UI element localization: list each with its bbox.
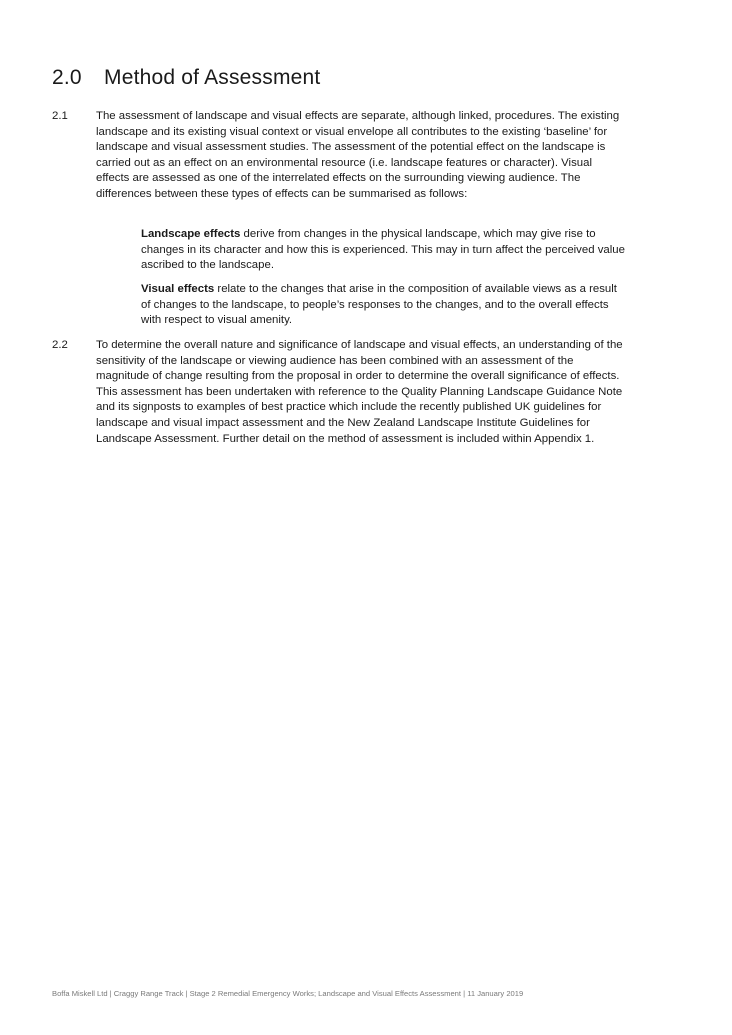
paragraph-2-2 (52, 338, 627, 447)
section-number: 2.0 (52, 66, 82, 90)
definition-text: relate to the changes that arise in the composition of available views as a result of changes to the landscape, to people’s responses to the changes, and to the overall effects with respect to visual amenity. (141, 283, 617, 327)
definition-term: Landscape effects (141, 228, 241, 240)
definition-text: derive from changes in the physical landscape, which may give rise to changes in its character and how this is experienced. This may in turn affect the perceived value ascribed to the landscape. (141, 228, 625, 272)
paragraph-text: The assessment of landscape and visual effects are separate, although linked, procedures. The existing landscape and its existing visual context or visual envelope all contributes to the existing ‘baseline’ for landscape and visual assessment studies. The assessment of the potential effect on the landscape is carried out as an effect on an environmental resource (i.e. landscape features or character). Visual effects are assessed as one of the interrelated effects on the surrounding viewing audience. The differences between these types of effects can be summarised as follows: (96, 110, 620, 200)
page-footer: Boffa Miskell Ltd | Craggy Range Track | Stage 2 Remedial Emergency Works; Landscape and Visual Effects Assessment | 11 January 2019 (52, 989, 524, 998)
section-heading (52, 66, 320, 90)
definition-landscape-effects (141, 227, 627, 274)
paragraph-2-1 (52, 109, 627, 203)
paragraph-number: 2.1 (52, 110, 68, 122)
section-title: Method of Assessment (104, 66, 321, 90)
paragraph-text: To determine the overall nature and significance of landscape and visual effects, an understanding of the sensitivity of the landscape or viewing audience has been combined with an assessment of the magnitude of change resulting from the proposal in order to determine the overall significance of effects. This assessment has been undertaken with reference to the Quality Planning Landscape Guidance Note and its signposts to examples of best practice which include the recently published UK guidelines for landscape and visual impact assessment and the New Zealand Landscape Institute Guidelines for Landscape Assessment. Further detail on the method of assessment is included within Appendix 1. (96, 339, 623, 445)
definition-term: Visual effects (141, 283, 215, 295)
paragraph-number: 2.2 (52, 339, 68, 351)
definition-visual-effects (141, 282, 627, 329)
